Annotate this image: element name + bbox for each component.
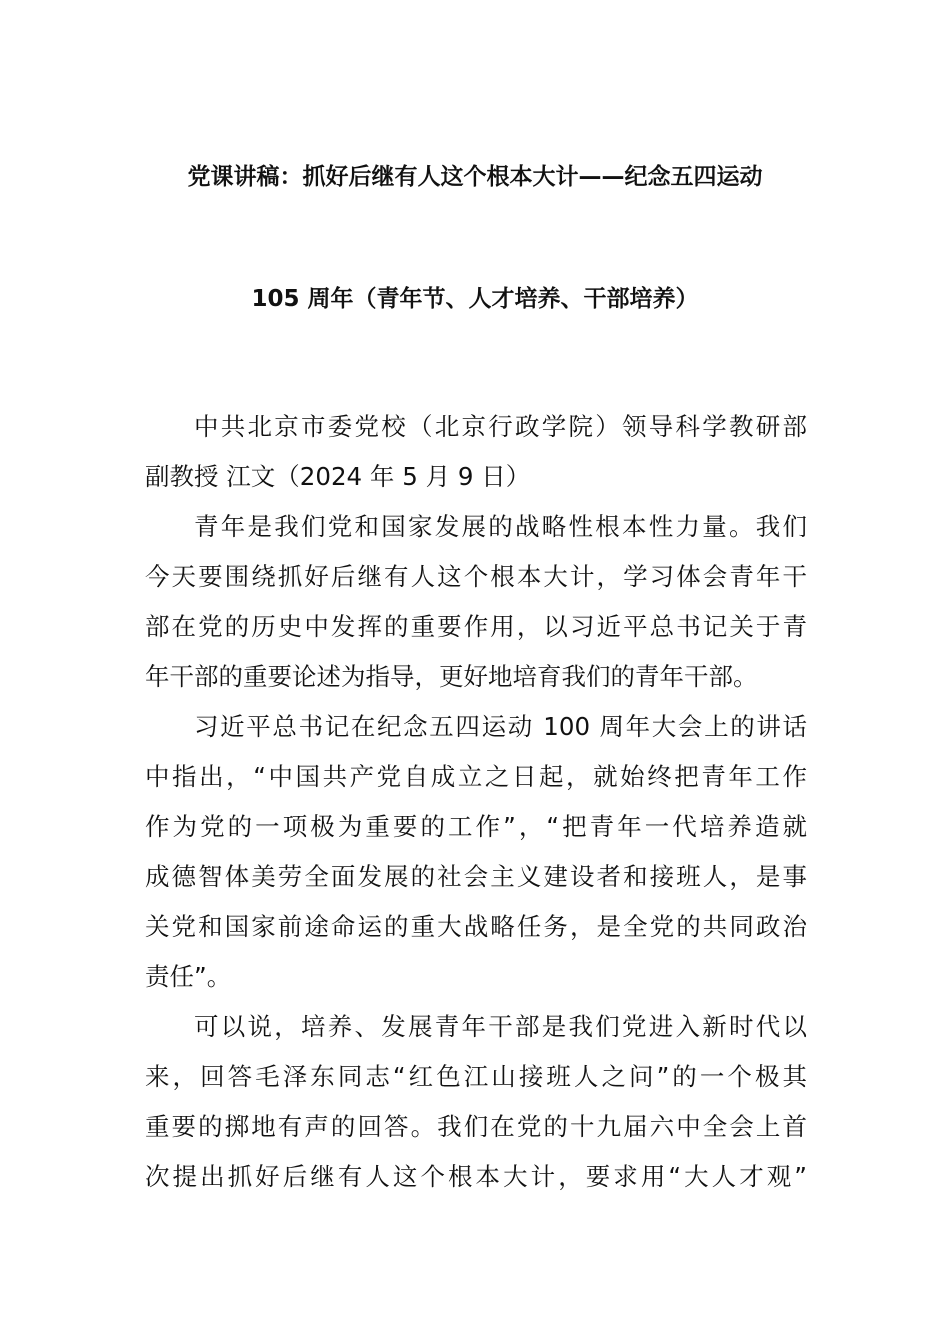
paragraph-line: 副教授 江文（2024 年 5 月 9 日） <box>145 462 531 491</box>
paragraph-line: 责任”。 <box>145 962 232 991</box>
paragraph-line: 青年是我们党和国家发展的战略性根本性力量。我们 <box>194 512 807 541</box>
paragraph-line: 来，回答毛泽东同志“红色江山接班人之问”的一个极其 <box>145 1062 807 1091</box>
paragraph-line: 中指出，“中国共产党自成立之日起，就始终把青年工作 <box>145 762 807 791</box>
document-title-line-2: 105 周年（青年节、人才培养、干部培养） <box>251 286 699 312</box>
body-paragraph <box>145 502 807 702</box>
paragraph-line: 次提出抓好后继有人这个根本大计，要求用“大人才观” <box>145 1162 807 1191</box>
paragraph-line: 成德智体美劳全面发展的社会主义建设者和接班人，是事 <box>145 862 807 891</box>
paragraph-line: 关党和国家前途命运的重大战略任务，是全党的共同政治 <box>145 912 807 941</box>
author-paragraph <box>145 402 807 502</box>
paragraph-line: 今天要围绕抓好后继有人这个根本大计，学习体会青年干 <box>145 562 807 591</box>
paragraph-line: 年干部的重要论述为指导，更好地培育我们的青年干部。 <box>145 662 758 691</box>
paragraph-line: 作为党的一项极为重要的工作”，“把青年一代培养造就 <box>145 812 807 841</box>
paragraph-line: 部在党的历史中发挥的重要作用，以习近平总书记关于青 <box>145 612 807 641</box>
paragraph-line: 习近平总书记在纪念五四运动 100 周年大会上的讲话 <box>194 712 807 741</box>
paragraph-line: 重要的掷地有声的回答。我们在党的十九届六中全会上首 <box>145 1112 807 1141</box>
body-paragraph <box>145 702 807 1002</box>
paragraph-line: 中共北京市委党校（北京行政学院）领导科学教研部 <box>194 412 807 441</box>
document-title-line-1: 党课讲稿：抓好后继有人这个根本大计——纪念五四运动 <box>187 164 763 190</box>
body-paragraph <box>145 1002 807 1202</box>
paragraph-line: 可以说，培养、发展青年干部是我们党进入新时代以 <box>194 1012 807 1041</box>
document-body <box>145 402 807 1202</box>
